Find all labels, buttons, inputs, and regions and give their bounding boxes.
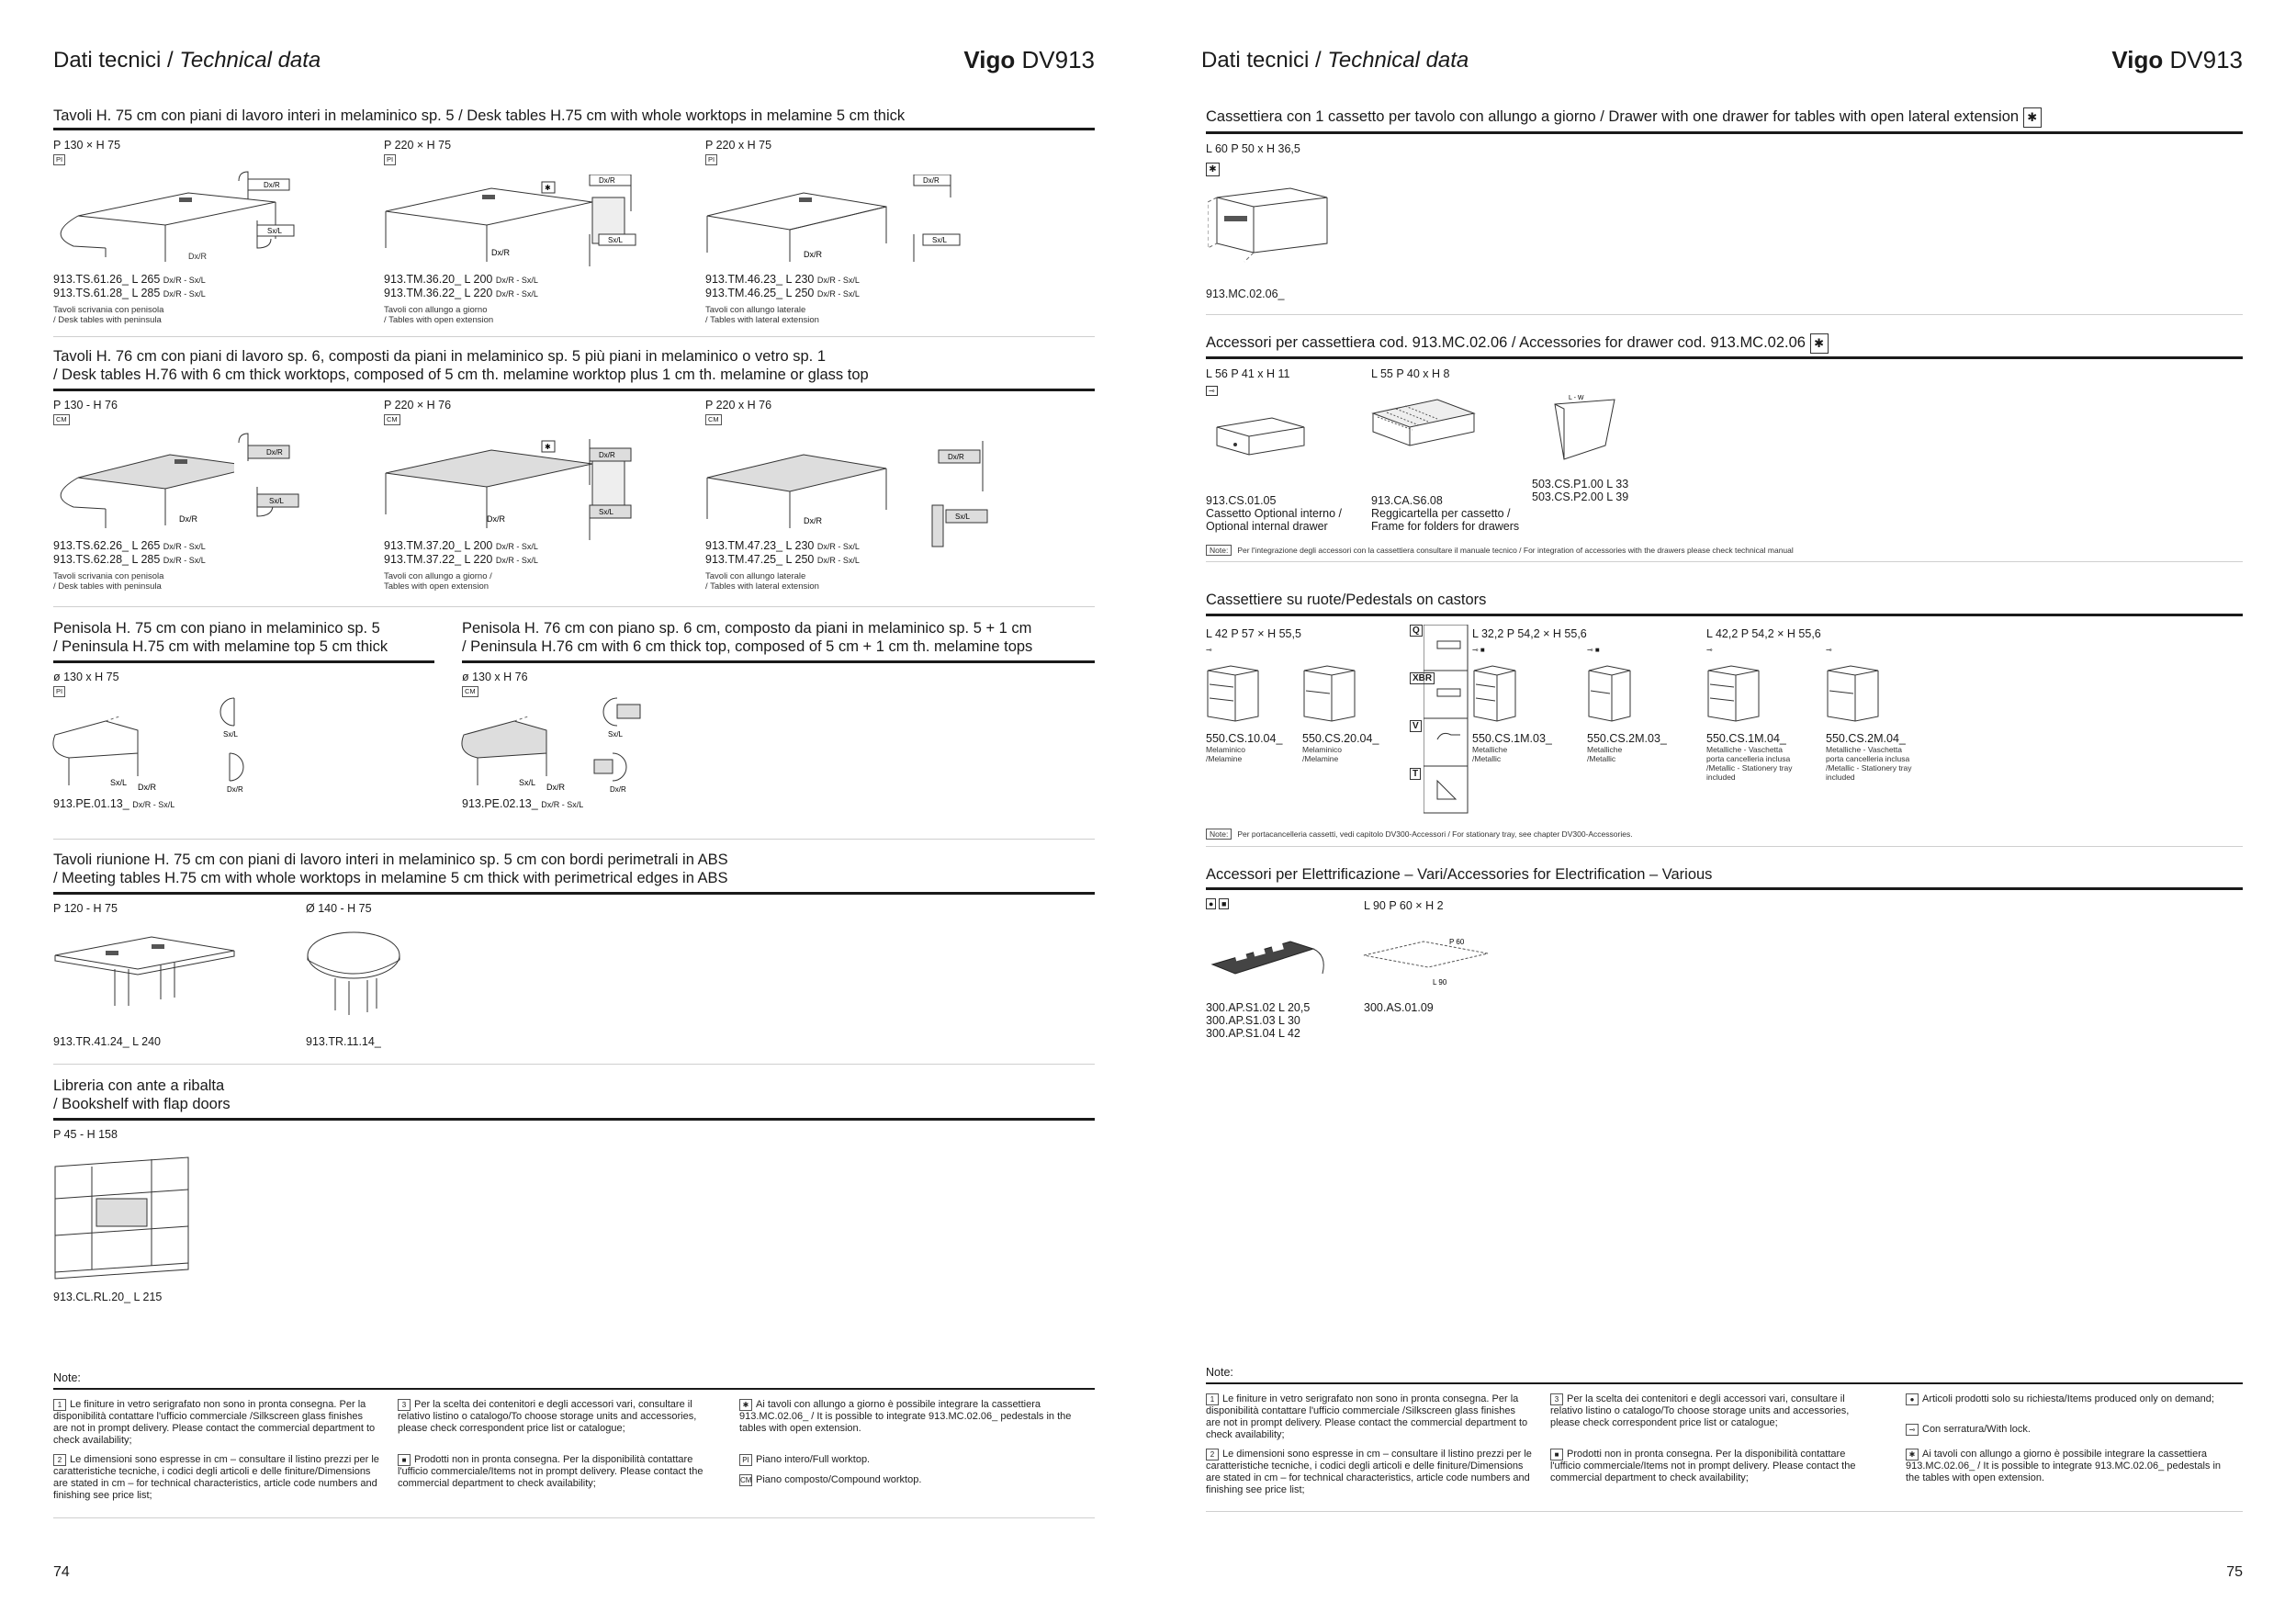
- svg-text:L - W: L - W: [1569, 395, 1584, 401]
- page-number: 74: [53, 1564, 70, 1580]
- note-item: 2 Le dimensioni sono espresse in cm – consultare il listino prezzi per le caratteristiche tecniche, i codici degli articoli e delle finiture/Dimensions are stated in cm – for technical characteristics, article code numbers and finishing see price list;: [1206, 1449, 1532, 1495]
- optional-drawer-drawing: [1208, 413, 1318, 478]
- dimension-label: ø 130 x H 75 PI: [53, 671, 119, 695]
- svg-text:Dx/R: Dx/R: [264, 181, 280, 189]
- pedestal-drawing: [1208, 666, 1258, 721]
- section-rule: [53, 389, 1095, 391]
- notes-rule: [1206, 1382, 2243, 1384]
- pedestal-drawing: [1589, 666, 1630, 721]
- section-rule: [53, 1118, 1095, 1121]
- pedestal-drawing: [1828, 666, 1878, 721]
- drawer-unit-drawing: [1208, 184, 1345, 276]
- divider: [1206, 314, 2243, 315]
- pedestal-drawing: [1304, 666, 1355, 721]
- orientation-diagram: [928, 436, 1010, 551]
- section-title: Libreria con ante a ribalta / Bookshelf with flap doors: [53, 1077, 231, 1112]
- lock-icon: ⊸: [1206, 386, 1218, 396]
- product-code: 913.PE.02.13_ Dx/R - Sx/L: [462, 797, 584, 810]
- divider: [1206, 561, 2243, 562]
- product-code: 913.TM.36.20_ L 200 Dx/R - Sx/L 913.TM.36.22_ L 220 Dx/R - Sx/L: [384, 273, 538, 299]
- lock-icon: ⊸: [1706, 646, 1713, 654]
- divider: [53, 839, 1095, 840]
- right-page: [1148, 0, 2296, 1624]
- divider: [53, 606, 1095, 607]
- product-code: 913.TR.11.14_: [306, 1035, 381, 1048]
- dimension-label: P 130 × H 75 PI: [53, 139, 121, 164]
- svg-text:Dx/R: Dx/R: [599, 176, 615, 185]
- product-code: 913.MC.02.06_: [1206, 288, 1285, 300]
- lock-icon: ⊸ ■: [1472, 646, 1485, 654]
- orientation-diagram: [909, 175, 983, 266]
- product-caption: Tavoli scrivania con penisola / Desk tables with peninsula: [53, 571, 164, 592]
- section-rule: [53, 892, 1095, 895]
- svg-text:Sx/L: Sx/L: [599, 508, 614, 516]
- product-caption: Tavoli scrivania con penisola / Desk tables with peninsula: [53, 305, 164, 325]
- divider-panel-drawing: [1550, 390, 1642, 464]
- svg-text:Dx/R: Dx/R: [227, 785, 243, 794]
- cable-tray-drawing: [1359, 928, 1515, 992]
- peninsula-drawing: [459, 716, 588, 808]
- pedestal-drawing: [1708, 666, 1759, 721]
- svg-text:Sx/L: Sx/L: [519, 778, 536, 787]
- product-code: 913.TS.61.26_ L 265 Dx/R - Sx/L 913.TS.61.28_ L 285 Dx/R - Sx/L: [53, 273, 206, 299]
- section-note: Note: Per l'integrazione degli accessori con la cassettiera consultare il manuale tecnico / For integration of accessories with the drawers please check technical manual: [1206, 546, 1794, 555]
- dimension-label: P 130 - H 76 CM: [53, 399, 118, 423]
- product-code: 913.TM.46.23_ L 230 Dx/R - Sx/L 913.TM.46.25_ L 250 Dx/R - Sx/L: [705, 273, 860, 299]
- note-item: ✱ Ai tavoli con allungo a giorno è possibile integrare la cassettiera 913.MC.02.06_ / It is possible to integrate 913.MC.02.06_ pedestals in the tables with open extension.: [739, 1399, 1072, 1434]
- svg-text:Sx/L: Sx/L: [223, 730, 239, 739]
- lock-icon: ⊸ ■: [1587, 646, 1600, 654]
- product-code: 913.TM.47.23_ L 230 Dx/R - Sx/L 913.TM.47.25_ L 250 Dx/R - Sx/L: [705, 539, 860, 566]
- pedestal-item: 550.CS.10.04_ Melaminico /Melamine: [1206, 732, 1283, 763]
- folder-frame-drawing: [1368, 395, 1479, 468]
- section-title: Accessori per Elettrificazione – Vari/Accessories for Electrification – Various: [1206, 866, 1713, 883]
- svg-text:Dx/R: Dx/R: [610, 785, 626, 794]
- orientation-diagram: [207, 694, 271, 799]
- product-caption: Tavoli con allungo laterale / Tables with lateral extension: [705, 305, 819, 325]
- power-strip-drawing: [1208, 932, 1336, 997]
- svg-text:Sx/L: Sx/L: [110, 778, 128, 787]
- dimension-label: L 42,2 P 54,2 × H 55,6: [1706, 627, 1821, 640]
- product-code: 913.CA.S6.08 Reggicartella per cassetto / Frame for folders for drawers: [1371, 494, 1520, 533]
- section-rule: [53, 660, 434, 663]
- page-header-title: Dati tecnici / Technical data: [53, 48, 321, 73]
- note-item: 3 Per la scelta dei contenitori e degli accessori vari, consultare il relativo listino o catalogo/To choose storage units and accessories, please check correspondent price list or catalogue;: [398, 1399, 697, 1434]
- svg-text:✱: ✱: [545, 184, 551, 192]
- bookshelf-drawing: [51, 1148, 197, 1281]
- section-title: Cassettiera con 1 cassetto per tavolo con allungo a giorno / Drawer with one drawer for tables with open lateral extension ✱: [1206, 107, 2042, 128]
- dimension-label: Ø 140 - H 75: [306, 902, 372, 915]
- svg-text:Sx/L: Sx/L: [269, 497, 285, 505]
- note-item: PI Piano intero/Full worktop.: [739, 1454, 1079, 1466]
- notes-heading: Note:: [53, 1371, 81, 1384]
- dimension-label: P 220 x H 76 CM: [705, 399, 772, 423]
- svg-text:Sx/L: Sx/L: [608, 236, 624, 244]
- orientation-diagram: [585, 175, 649, 276]
- note-item: 1 Le finiture in vetro serigrafato non sono in pronta consegna. Per la disponibilità contattare l'ufficio commerciale /Silkscreen glass finishes are not in prompt delivery. Please contact the commercial department to check availability;: [1206, 1393, 1528, 1440]
- divider: [53, 336, 1095, 337]
- section-rule: [1206, 887, 2243, 890]
- product-code: 913.TR.41.24_ L 240: [53, 1035, 161, 1048]
- section-title: Accessori per cassettiera cod. 913.MC.02.06 / Accessories for drawer cod. 913.MC.02.06 ✱: [1206, 333, 1829, 354]
- peninsula-drawing: [51, 716, 179, 808]
- dimension-label: L 60 P 50 x H 36,5: [1206, 142, 1300, 155]
- product-code: 913.TS.62.26_ L 265 Dx/R - Sx/L 913.TS.62.28_ L 285 Dx/R - Sx/L: [53, 539, 206, 566]
- orientation-diagram: [234, 432, 326, 524]
- note-item: ⊸ Con serratura/With lock.: [1906, 1424, 2232, 1436]
- note-item: ■ Prodotti non in pronta consegna. Per la disponibilità contattare l'ufficio commerciale/Items not in prompt delivery. Please contact the commercial department to check availability;: [1550, 1449, 1856, 1483]
- product-code: 503.CS.P1.00 L 33 503.CS.P2.00 L 39: [1532, 478, 1629, 503]
- note-item: 2 Le dimensioni sono espresse in cm – consultare il listino prezzi per le caratteristiche tecniche, i codici degli articoli e delle finiture/Dimensions are stated in cm – for technical characteristics, article code numbers and finishing see price list;: [53, 1454, 379, 1501]
- svg-text:Dx/R: Dx/R: [491, 248, 510, 257]
- orientation-diagram: [234, 170, 326, 253]
- note-item: ■ Prodotti non in pronta consegna. Per la disponibilità contattare l'ufficio commerciale/Items not in prompt delivery. Please contact the commercial department to check availability;: [398, 1454, 703, 1489]
- meeting-table-rect-drawing: [51, 928, 243, 1010]
- notes-rule: [53, 1388, 1095, 1390]
- note-item: 1 Le finiture in vetro serigrafato non sono in pronta consegna. Per la disponibilità contattare l'ufficio commerciale /Silkscreen glass finishes are not in prompt delivery. Please contact the commercial department to check availability;: [53, 1399, 376, 1446]
- section-title: Penisola H. 76 cm con piano sp. 6 cm, composto da piani in melaminico sp. 5 + 1 cm / Peninsula H.76 cm with 6 cm thick top, composed of 5 cm + 1 cm th. melamine tops: [462, 620, 1033, 655]
- dimension-label: ø 130 x H 76 CM: [462, 671, 528, 695]
- product-code: 913.TM.37.20_ L 200 Dx/R - Sx/L 913.TM.37.22_ L 220 Dx/R - Sx/L: [384, 539, 538, 566]
- section-title: Penisola H. 75 cm con piano in melaminico sp. 5 / Peninsula H.75 cm with melamine top 5 cm thick: [53, 620, 388, 655]
- desk-peninsula-drawing: [51, 441, 234, 533]
- page-number: 75: [2226, 1564, 2243, 1580]
- section-note: Note: Per portacancelleria cassetti, vedi capitolo DV300-Accessori / For stationary tray, see chapter DV300-Accessories.: [1206, 829, 1633, 839]
- svg-text:Dx/R: Dx/R: [804, 516, 822, 525]
- desk-lateral-extension-drawing: [703, 179, 923, 266]
- svg-text:Sx/L: Sx/L: [267, 227, 283, 235]
- svg-text:Sx/L: Sx/L: [608, 730, 624, 739]
- svg-text:P 60: P 60: [1449, 938, 1465, 946]
- lock-icon: ⊸: [1206, 646, 1212, 654]
- divider: [1206, 1511, 2243, 1512]
- svg-text:Dx/R: Dx/R: [138, 783, 156, 792]
- svg-text:L 90: L 90: [1433, 978, 1447, 987]
- availability-icons: ● ■: [1206, 899, 1229, 908]
- dimension-label: L 56 P 41 x H 11: [1206, 367, 1290, 380]
- desk-lateral-extension-drawing: [703, 441, 923, 533]
- dimension-label: L 90 P 60 × H 2: [1364, 899, 1444, 912]
- section-rule: [1206, 614, 2243, 616]
- pedestal-item: 550.CS.1M.04_ Metalliche - Vaschetta porta cancelleria inclusa /Metallic - Stationery tray included: [1706, 732, 1793, 782]
- svg-text:Dx/R: Dx/R: [487, 514, 505, 524]
- product-code: 300.AP.S1.02 L 20,5 300.AP.S1.03 L 30 300.AP.S1.04 L 42: [1206, 1001, 1311, 1040]
- svg-text:Dx/R: Dx/R: [546, 783, 565, 792]
- dimension-label: P 45 - H 158: [53, 1128, 118, 1141]
- dimension-label: L 42 P 57 × H 55,5: [1206, 627, 1301, 640]
- orientation-diagram: [590, 694, 654, 799]
- dimension-label: L 32,2 P 54,2 × H 55,6: [1472, 627, 1587, 640]
- pedestal-drawing: [1474, 666, 1515, 721]
- section-rule: [53, 128, 1095, 130]
- meeting-table-round-drawing: [303, 928, 413, 1020]
- svg-text:✱: ✱: [545, 443, 551, 451]
- product-code: 913.CS.01.05 Cassetto Optional interno / Optional internal drawer: [1206, 494, 1342, 533]
- dimension-label: P 220 x H 75 PI: [705, 139, 772, 164]
- product-code: 913.PE.01.13_ Dx/R - Sx/L: [53, 797, 175, 810]
- notes-heading: Note:: [1206, 1366, 1233, 1379]
- pedestal-item: 550.CS.2M.04_ Metalliche - Vaschetta porta cancelleria inclusa /Metallic - Stationery tray included: [1826, 732, 1912, 782]
- product-code: 300.AS.01.09: [1364, 1001, 1434, 1014]
- section-title: Tavoli H. 75 cm con piani di lavoro interi in melaminico sp. 5 / Desk tables H.75 cm with whole worktops in melamine 5 cm thick: [53, 107, 906, 124]
- pedestal-item: 550.CS.2M.03_ Metalliche /Metallic: [1587, 732, 1667, 763]
- svg-text:Sx/L: Sx/L: [955, 513, 971, 521]
- note-item: 3 Per la scelta dei contenitori e degli accessori vari, consultare il relativo listino o catalogo/To choose storage units and accessories, please check correspondent price list or catalogue;: [1550, 1393, 1850, 1428]
- page-header-title: Dati tecnici / Technical data: [1201, 48, 1469, 73]
- orientation-diagram: [585, 439, 649, 545]
- product-caption: Tavoli con allungo a giorno / Tables with open extension: [384, 571, 492, 592]
- pedestal-item: 550.CS.1M.03_ Metalliche /Metallic: [1472, 732, 1552, 763]
- divider: [1206, 846, 2243, 847]
- dimension-label: P 220 × H 75 PI: [384, 139, 452, 164]
- section-title: Tavoli riunione H. 75 cm con piani di lavoro interi in melaminico sp. 5 cm con bordi perimetrali in ABS / Meeting tables H.75 cm with whole worktops in melamine 5 cm thick with perimetrical edges in ABS: [53, 851, 728, 886]
- svg-text:Dx/R: Dx/R: [923, 176, 940, 185]
- section-title: Tavoli H. 76 cm con piani di lavoro sp. 6, composti da piani in melaminico sp. 5 più piani in melaminico o vetro sp. 1 / Desk tables H.76 with 6 cm thick worktops, composed of 5 cm th. melamine worktop plus 1 cm th. melamine or glass top: [53, 348, 869, 383]
- svg-text:Sx/L: Sx/L: [932, 236, 948, 244]
- lock-icon: ⊸: [1826, 646, 1832, 654]
- orientation-label: Dx/R: [188, 252, 207, 261]
- note-item: ✱ Ai tavoli con allungo a giorno è possibile integrare la cassettiera 913.MC.02.06_ / It is possible to integrate 913.MC.02.06_ pedestals in the tables with open extension.: [1906, 1449, 2222, 1483]
- svg-text:Dx/R: Dx/R: [266, 448, 283, 457]
- brand-title: Vigo DV913: [963, 46, 1095, 73]
- note-item: CM Piano composto/Compound worktop.: [740, 1474, 922, 1485]
- divider: [53, 1517, 1095, 1518]
- note-item: ● Articoli prodotti solo su richiesta/Items produced only on demand;: [1906, 1393, 2232, 1405]
- svg-text:Dx/R: Dx/R: [804, 250, 822, 259]
- pedestal-item: 550.CS.20.04_ Melaminico /Melamine: [1302, 732, 1379, 763]
- brand-title: Vigo DV913: [2111, 46, 2243, 73]
- product-code: 913.CL.RL.20_ L 215: [53, 1291, 163, 1303]
- handle-legend: Q XBR V T: [1410, 625, 1469, 818]
- product-caption: Tavoli con allungo a giorno / Tables with open extension: [384, 305, 494, 325]
- section-rule: [462, 660, 1095, 663]
- section-rule: [1206, 131, 2243, 134]
- svg-text:Dx/R: Dx/R: [948, 453, 964, 461]
- open-extension-icon: ✱: [1206, 163, 1220, 176]
- section-title: Cassettiere su ruote/Pedestals on castors: [1206, 592, 1487, 608]
- svg-text:Dx/R: Dx/R: [599, 451, 615, 459]
- divider: [53, 1064, 1095, 1065]
- dimension-label: L 55 P 40 x H 8: [1371, 367, 1450, 380]
- svg-text:Dx/R: Dx/R: [179, 514, 197, 524]
- product-caption: Tavoli con allungo laterale / Tables with lateral extension: [705, 571, 819, 592]
- pedestals-drawings: [1203, 661, 1938, 726]
- dimension-label: P 220 × H 76 CM: [384, 399, 452, 423]
- section-rule: [1206, 356, 2243, 359]
- dimension-label: P 120 - H 75: [53, 902, 118, 915]
